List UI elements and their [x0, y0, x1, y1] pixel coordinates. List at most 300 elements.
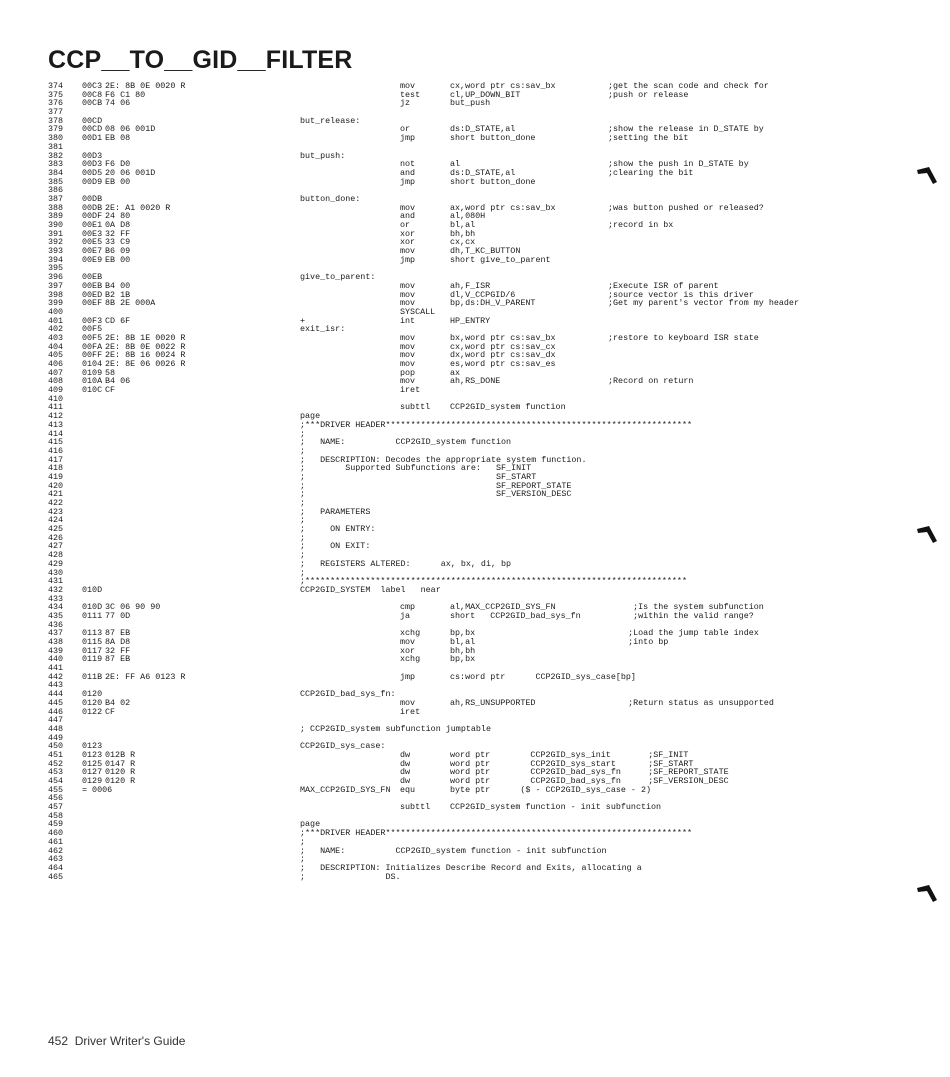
source-label: ;: [300, 445, 306, 456]
address: 0123: [82, 749, 103, 760]
operands: bp,bx: [450, 628, 476, 639]
address: 00F3: [82, 315, 103, 326]
listing-line: [48, 82, 848, 91]
opcode: mov: [400, 332, 416, 343]
line-number: 403: [48, 332, 64, 343]
machine-code: CF: [105, 706, 116, 717]
listing-line: [48, 369, 848, 378]
line-number: 397: [48, 280, 64, 291]
line-number: 378: [48, 115, 64, 126]
source-label: ; DESCRIPTION: Decodes the appropriate system function.: [300, 454, 587, 465]
line-number: 387: [48, 193, 64, 204]
line-number: 461: [48, 836, 64, 847]
operands: ah,F_ISR: [450, 280, 491, 291]
source-label: button_done:: [300, 193, 361, 204]
source-label: ;: [300, 836, 306, 847]
line-number: 409: [48, 385, 64, 396]
machine-code: 2E: 8B 0E 0022 R: [105, 341, 186, 352]
line-number: 422: [48, 498, 64, 508]
listing-line: [48, 734, 848, 743]
machine-code: 2E: 8B 0E 0020 R: [105, 81, 186, 91]
source-label: but_release:: [300, 115, 361, 126]
source-label: ; DS.: [300, 871, 401, 882]
operands: al,080H: [450, 211, 486, 222]
address: 00EB: [82, 272, 103, 283]
line-number: 460: [48, 828, 64, 839]
line-number: 408: [48, 376, 64, 387]
address: 010D: [82, 584, 103, 595]
line-number: 451: [48, 749, 64, 760]
address: 00C8: [82, 89, 103, 100]
opcode: subttl: [400, 402, 431, 413]
line-number: 415: [48, 437, 64, 448]
line-number: 418: [48, 463, 64, 474]
comment: ;restore to keyboard ISR state: [608, 332, 759, 343]
source-label: +: [300, 315, 306, 326]
line-number: 404: [48, 341, 64, 352]
machine-code: B4 02: [105, 697, 131, 708]
source-label: ; SF_VERSION_DESC: [300, 489, 572, 500]
opcode: jmp: [400, 176, 416, 187]
address: 0117: [82, 645, 103, 656]
line-number: 428: [48, 550, 64, 561]
address: = 0006: [82, 784, 113, 795]
opcode: and: [400, 211, 416, 222]
machine-code: 0147 R: [105, 758, 136, 769]
line-number: 459: [48, 819, 64, 830]
operands: cs:word ptr CCP2GID_sys_case[bp]: [450, 671, 636, 682]
listing-line: [48, 317, 848, 326]
address: 00CB: [82, 98, 103, 109]
line-number: 435: [48, 610, 64, 621]
operands: word ptr CCP2GID_bad_sys_fn: [450, 767, 621, 778]
operands: word ptr CCP2GID_sys_init: [450, 749, 611, 760]
address: 0113: [82, 628, 103, 639]
comment: ;SF_INIT: [608, 749, 689, 760]
comment: ;Load the jump table index: [608, 628, 759, 639]
opcode: pop: [400, 367, 416, 378]
operands: al: [450, 159, 461, 170]
source-label: ;: [300, 428, 306, 439]
machine-code: F6 C1 80: [105, 89, 146, 100]
opcode: dw: [400, 749, 411, 760]
listing-line: [48, 299, 848, 308]
listing-line: [48, 99, 848, 108]
machine-code: CD 6F: [105, 315, 131, 326]
listing-line: [48, 803, 848, 812]
listing-line: [48, 673, 848, 682]
machine-code: 58: [105, 367, 116, 378]
book-title: Driver Writer's Guide: [74, 1034, 186, 1048]
opcode: equ: [400, 784, 416, 795]
opcode: and: [400, 167, 416, 178]
comment: ;into bp: [608, 637, 669, 647]
margin-marker-icon: [916, 523, 938, 545]
machine-code: 08 06 001D: [105, 124, 156, 135]
operands: ah,RS_UNSUPPORTED: [450, 697, 536, 708]
page-footer: [48, 1034, 185, 1048]
operands: cx,word ptr cs:sav_bx: [450, 81, 556, 91]
address: 00DB: [82, 193, 103, 204]
listing-line: [48, 542, 848, 551]
listing-line: [48, 681, 848, 690]
opcode: mov: [400, 359, 416, 369]
line-number: 407: [48, 367, 64, 378]
address: 00FA: [82, 341, 103, 352]
comment: ;clearing the bit: [608, 167, 694, 178]
address: 00CD: [82, 115, 103, 126]
comment: ;Return status as unsupported: [608, 697, 774, 708]
line-number: 437: [48, 628, 64, 639]
line-number: 456: [48, 793, 64, 804]
line-number: 449: [48, 732, 64, 743]
operands: bp,ds:DH_V_PARENT: [450, 298, 536, 309]
opcode: mov: [400, 298, 416, 309]
line-number: 446: [48, 706, 64, 717]
operands: but_push: [450, 98, 491, 109]
listing-line: [48, 794, 848, 803]
machine-code: 2E: FF A6 0123 R: [105, 671, 186, 682]
address: 00EF: [82, 298, 103, 309]
address: 0120: [82, 689, 103, 700]
operands: dx,word ptr cs:sav_dx: [450, 350, 556, 361]
assembly-listing: [48, 82, 848, 881]
line-number: 377: [48, 107, 64, 118]
opcode: mov: [400, 697, 416, 708]
source-label: ;***DRIVER HEADER*************************************************************: [300, 419, 693, 430]
machine-code: B4 00: [105, 280, 131, 291]
machine-code: 77 0D: [105, 610, 131, 621]
opcode: or: [400, 124, 411, 135]
opcode: or: [400, 220, 411, 230]
line-number: 413: [48, 419, 64, 430]
listing-line: [48, 490, 848, 499]
operands: short button_done: [450, 133, 536, 144]
address: 00D5: [82, 167, 103, 178]
source-label: ;***DRIVER HEADER*************************************************************: [300, 828, 693, 839]
opcode: mov: [400, 289, 416, 300]
line-number: 389: [48, 211, 64, 222]
line-number: 410: [48, 393, 64, 404]
address: 0125: [82, 758, 103, 769]
comment: ;SF_VERSION_DESC: [608, 776, 729, 786]
listing-line: [48, 247, 848, 256]
source-label: ; NAME: CCP2GID_system function - init subfunction: [300, 845, 607, 856]
address: 0123: [82, 741, 103, 752]
line-number: 426: [48, 532, 64, 543]
address: 00E5: [82, 237, 103, 248]
address: 00E3: [82, 228, 103, 239]
source-label: ;: [300, 567, 306, 578]
listing-line: [48, 847, 848, 856]
line-number: 396: [48, 272, 64, 283]
address: 00D3: [82, 159, 103, 170]
line-number: 442: [48, 671, 64, 682]
address: 00E9: [82, 254, 103, 265]
machine-code: 87 EB: [105, 654, 131, 665]
listing-line: [48, 508, 848, 517]
machine-code: 2E: 8B 1E 0020 R: [105, 332, 186, 343]
listing-line: [48, 91, 848, 100]
address: 00E7: [82, 246, 103, 257]
opcode: mov: [400, 202, 416, 213]
line-number: 436: [48, 619, 64, 630]
opcode: mov: [400, 341, 416, 352]
listing-line: [48, 525, 848, 534]
address: 0122: [82, 706, 103, 717]
line-number: 390: [48, 220, 64, 230]
listing-line: [48, 629, 848, 638]
operands: cx,word ptr cs:sav_cx: [450, 341, 556, 352]
operands: short CCP2GID_bad_sys_fn: [450, 610, 581, 621]
line-number: 424: [48, 515, 64, 526]
opcode: xor: [400, 645, 416, 656]
source-label: ; CCP2GID_system subfunction jumptable: [300, 723, 491, 734]
operands: cx,cx: [450, 237, 476, 248]
machine-code: B6 09: [105, 246, 131, 257]
line-number: 439: [48, 645, 64, 656]
line-number: 444: [48, 689, 64, 700]
address: 0127: [82, 767, 103, 778]
comment: ;Record on return: [608, 376, 694, 387]
source-label: ; Supported Subfunctions are: SF_INIT: [300, 463, 532, 474]
line-number: 416: [48, 445, 64, 456]
listing-line: [48, 160, 848, 169]
operands: cl,UP_DOWN_BIT: [450, 89, 521, 100]
line-number: 394: [48, 254, 64, 265]
comment: ;setting the bit: [608, 133, 689, 144]
address: 0104: [82, 359, 103, 369]
listing-line: [48, 308, 848, 317]
operands: bh,bh: [450, 228, 476, 239]
line-number: 386: [48, 185, 64, 196]
line-number: 432: [48, 584, 64, 595]
source-label: ;: [300, 532, 306, 543]
address: 00E1: [82, 220, 103, 230]
line-number: 455: [48, 784, 64, 795]
opcode: dw: [400, 758, 411, 769]
listing-line: [48, 178, 848, 187]
line-number: 391: [48, 228, 64, 239]
machine-code: 0A D8: [105, 220, 131, 230]
line-number: 438: [48, 637, 64, 647]
line-number: 382: [48, 150, 64, 161]
source-label: ; PARAMETERS: [300, 506, 371, 517]
address: 010A: [82, 376, 103, 387]
listing-line: [48, 403, 848, 412]
address: 00EB: [82, 280, 103, 291]
opcode: mov: [400, 81, 416, 91]
operands: bl,al: [450, 220, 476, 230]
line-number: 450: [48, 741, 64, 752]
operands: word ptr CCP2GID_sys_start: [450, 758, 616, 769]
line-number: 392: [48, 237, 64, 248]
line-number: 427: [48, 541, 64, 552]
line-number: 381: [48, 141, 64, 152]
listing-line: [48, 829, 848, 838]
listing-line: [48, 699, 848, 708]
operands: bp,bx: [450, 654, 476, 665]
machine-code: CF: [105, 385, 116, 396]
line-number: 385: [48, 176, 64, 187]
source-label: ; DESCRIPTION: Initializes Describe Record and Exits, allocating a: [300, 862, 642, 873]
operands: bx,word ptr cs:sav_bx: [450, 332, 556, 343]
comment: ;within the valid range?: [608, 610, 754, 621]
machine-code: 3C 06 90 90: [105, 602, 161, 613]
section-heading: CCP__TO__GID__FILTER: [48, 46, 353, 74]
margin-marker-icon: [916, 164, 938, 186]
line-number: 452: [48, 758, 64, 769]
listing-line: [48, 221, 848, 230]
opcode: dw: [400, 776, 411, 786]
listing-line: [48, 812, 848, 821]
listing-line: [48, 256, 848, 265]
listing-line: [48, 438, 848, 447]
listing-line: [48, 108, 848, 117]
address: 010C: [82, 385, 103, 396]
opcode: mov: [400, 350, 416, 361]
machine-code: 2E: A1 0020 R: [105, 202, 171, 213]
line-number: 384: [48, 167, 64, 178]
opcode: test: [400, 89, 421, 100]
line-number: 405: [48, 350, 64, 361]
listing-line: [48, 264, 848, 273]
machine-code: 2E: 8E 06 0026 R: [105, 359, 186, 369]
source-label: ;****************************************************************************: [300, 576, 687, 587]
line-number: 380: [48, 133, 64, 144]
opcode: not: [400, 159, 416, 170]
operands: dh,T_KC_BUTTON: [450, 246, 521, 257]
line-number: 434: [48, 602, 64, 613]
operands: bh,bh: [450, 645, 476, 656]
line-number: 440: [48, 654, 64, 665]
operands: ax: [450, 367, 461, 378]
address: 00D1: [82, 133, 103, 144]
line-number: 400: [48, 306, 64, 317]
line-number: 398: [48, 289, 64, 300]
opcode: subttl: [400, 802, 431, 813]
source-label: but_push:: [300, 150, 346, 161]
machine-code: EB 00: [105, 254, 131, 265]
address: 00D9: [82, 176, 103, 187]
listing-line: [48, 499, 848, 508]
listing-line: [48, 395, 848, 404]
opcode: jmp: [400, 671, 416, 682]
source-label: page: [300, 411, 321, 422]
machine-code: 8B 2E 000A: [105, 298, 156, 309]
opcode: SYSCALL: [400, 306, 436, 317]
machine-code: 32 FF: [105, 228, 131, 239]
line-number: 447: [48, 715, 64, 726]
machine-code: 0120 R: [105, 776, 136, 786]
page-number: 452: [48, 1034, 69, 1048]
line-number: 399: [48, 298, 64, 309]
line-number: 383: [48, 159, 64, 170]
opcode: mov: [400, 246, 416, 257]
line-number: 406: [48, 359, 64, 369]
address: 0119: [82, 654, 103, 665]
machine-code: F6 D0: [105, 159, 131, 170]
operands: word ptr CCP2GID_bad_sys_fn: [450, 776, 621, 786]
address: 00F5: [82, 324, 103, 335]
listing-line: [48, 655, 848, 664]
comment: ;show the release in D_STATE by: [608, 124, 764, 135]
margin-marker-icon: [916, 882, 938, 904]
listing-line: [48, 612, 848, 621]
source-label: give_to_parent:: [300, 272, 376, 283]
line-number: 448: [48, 723, 64, 734]
listing-line: [48, 560, 848, 569]
listing-line: [48, 169, 848, 178]
operands: CCP2GID_system function - init subfunction: [450, 802, 662, 813]
operands: ds:D_STATE,al: [450, 124, 516, 135]
line-number: 445: [48, 697, 64, 708]
opcode: int: [400, 315, 416, 326]
listing-line: [48, 143, 848, 152]
machine-code: EB 08: [105, 133, 131, 144]
comment: ;SF_START: [608, 758, 694, 769]
line-number: 419: [48, 471, 64, 482]
comment: ;show the push in D_STATE by: [608, 159, 749, 170]
source-label: ;: [300, 498, 306, 508]
line-number: 429: [48, 558, 64, 569]
operands: CCP2GID_system function: [450, 402, 566, 413]
address: 00DF: [82, 211, 103, 222]
operands: ds:D_STATE,al: [450, 167, 516, 178]
address: 011B: [82, 671, 103, 682]
line-number: 412: [48, 411, 64, 422]
machine-code: 20 06 001D: [105, 167, 156, 178]
line-number: 443: [48, 680, 64, 691]
address: 00FF: [82, 350, 103, 361]
listing-line: [48, 873, 848, 882]
opcode: jz: [400, 98, 411, 109]
line-number: 421: [48, 489, 64, 500]
source-label: ; REGISTERS ALTERED: ax, bx, di, bp: [300, 558, 512, 569]
listing-line: [48, 386, 848, 395]
comment: ;push or release: [608, 89, 689, 100]
address: 0115: [82, 637, 103, 647]
opcode: dw: [400, 767, 411, 778]
comment: ;Get my parent's vector from my header: [608, 298, 799, 309]
operands: byte ptr ($ - CCP2GID_sys_case - 2): [450, 784, 652, 795]
address: 0120: [82, 697, 103, 708]
line-number: 464: [48, 862, 64, 873]
comment: ;record in bx: [608, 220, 674, 230]
machine-code: 33 C9: [105, 237, 131, 248]
comment: ;Execute ISR of parent: [608, 280, 719, 291]
line-number: 414: [48, 428, 64, 439]
line-number: 417: [48, 454, 64, 465]
source-label: MAX_CCP2GID_SYS_FN: [300, 784, 391, 795]
machine-code: 2E: 8B 16 0024 R: [105, 350, 186, 361]
machine-code: 012B R: [105, 749, 136, 760]
listing-line: [48, 638, 848, 647]
listing-line: [48, 777, 848, 786]
listing-line: [48, 864, 848, 873]
operands: al,MAX_CCP2GID_SYS_FN: [450, 602, 556, 613]
operands: ax,word ptr cs:sav_bx: [450, 202, 556, 213]
address: 0129: [82, 776, 103, 786]
listing-line: [48, 134, 848, 143]
opcode: mov: [400, 637, 416, 647]
source-label: page: [300, 819, 321, 830]
listing-line: [48, 742, 848, 751]
machine-code: 87 EB: [105, 628, 131, 639]
opcode: xor: [400, 237, 416, 248]
listing-line: [48, 751, 848, 760]
line-number: 420: [48, 480, 64, 491]
